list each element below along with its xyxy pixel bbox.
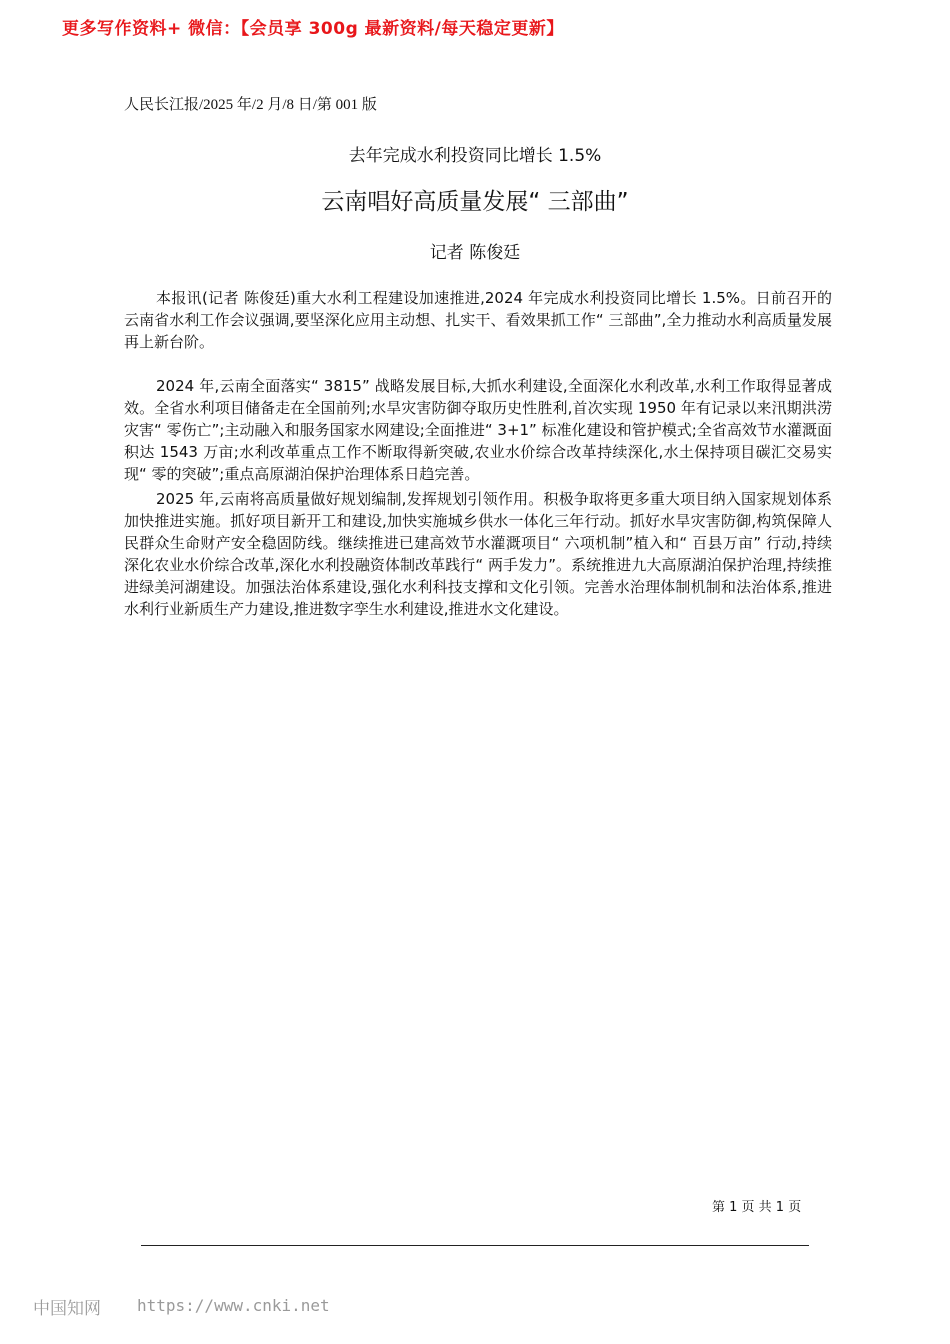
article-byline: 记者 陈俊廷	[429, 243, 521, 263]
article-subtitle: 去年完成水利投资同比增长 1.5%	[348, 146, 602, 166]
cnki-logo: 中国知网	[33, 1299, 101, 1319]
cnki-url-link[interactable]: https://www.cnki.net	[137, 1296, 330, 1315]
article-paragraph-2: 2024 年,云南全面落实“ 3815” 战略发展目标,大抓水利建设,全面深化水利改革,水利工作取得显著成效。全省水利项目储备走在全国前列;水旱灾害防御夺取历史性胜利,首次实现 1950 年有记录以来汛期洪涝灾害“ 零伤亡”;主动融入和服务国家水网建设;全面推进“ 3+1” 标准化建设和管护模式;全省高效节水灌溉面积达 1543 万亩;水利改革重点工作不断取得新突破,农业水价综合改革持续深化,水土保持项目碳汇交易实现“ 零的突破”;重点高原湖泊保护治理体系日趋完善。	[124, 377, 832, 483]
page-number: 第 1 页 共 1 页	[712, 1200, 802, 1215]
article-paragraph-3: 2025 年,云南将高质量做好规划编制,发挥规划引领作用。积极争取将更多重大项目纳入国家规划体系加快推进实施。抓好项目新开工和建设,加快实施城乡供水一体化三年行动。抓好水旱灾害防御,构筑保障人民群众生命财产安全稳固防线。继续推进已建高效节水灌溉项目“ 六项机制”植入和“ 百县万亩” 行动,持续深化农业水价综合改革,深化水利投融资体制改革践行“ 两手发力”。系统推进九大高原湖泊保护治理,持续推进绿美河湖建设。加强法治体系建设,强化水利科技支撑和文化引领。完善水治理体制机制和法治体系,推进水利行业新质生产力建设,推进数字孪生水利建设,推进水文化建设。	[124, 490, 832, 618]
article-title: 云南唱好高质量发展“ 三部曲”	[321, 189, 629, 215]
promo-banner: 更多写作资料+ 微信：【会员享 300g 最新资料/每天稳定更新】	[62, 19, 564, 39]
article-source-line: 人民长江报/2025 年/2 月/8 日/第 001 版	[124, 97, 377, 113]
footer-divider	[141, 1245, 809, 1246]
article-paragraph-1: 本报讯(记者 陈俊廷)重大水利工程建设加速推进,2024 年完成水利投资同比增长 1.5%。日前召开的云南省水利工作会议强调,要坚深化应用主动想、扎实干、看效果抓工作“ 三部曲”,全力推动水利高质量发展再上新台阶。	[124, 289, 832, 351]
